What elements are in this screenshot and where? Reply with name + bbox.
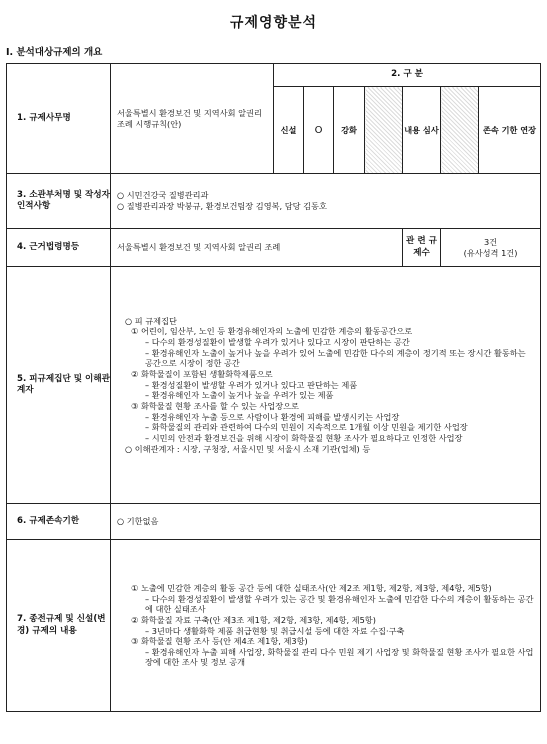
content-line: ③ 화학물질 현황 조사 등(안 제4조 제1항, 제3항) — [131, 636, 308, 647]
content-line: ③ 화학물질 현황 조사를 할 수 있는 사업장으로 — [131, 400, 299, 411]
related-regulation-label: 관 련 규제수 — [403, 229, 441, 267]
content-line: ① 노출에 민감한 계층의 활동 공간 등에 대한 실태조사(안 제2조 제1항, 제2항, 제3항, 제4항, 제5항) — [131, 582, 492, 593]
category-content-review-label: 내용 심사 — [403, 87, 441, 174]
category-new-label: 신설 — [274, 87, 304, 174]
content-line: – 3년마다 생활화학 제품 취급현황 및 취급시설 등에 대한 자료 수집·구축 — [145, 625, 405, 636]
category-strengthen-hatch — [365, 87, 403, 174]
category-strengthen-label: 강화 — [334, 87, 365, 174]
content-line: – 환경유해인자 누출 피해 사업장, 화학물질 관리 다수 민원 제기 사업장 및 화학물질 현황 조사가 필요한 사업장에 대한 조사 및 정보 공개 — [145, 646, 534, 668]
regulation-name-value: 서울특별시 환경보건 및 지역사회 알권리 조례 시행규칙(안) — [111, 64, 274, 174]
category-header: 2. 구 분 — [274, 64, 541, 87]
regulation-period-value: ○ 기한없음 — [111, 504, 541, 540]
regulation-overview-table — [6, 63, 541, 712]
label-regulation-content: 7. 종전규제 및 신설(변경) 규제의 내용 — [7, 540, 111, 712]
regulated-group-content — [111, 267, 541, 504]
legal-basis-value: 서울특별시 환경보건 및 지역사회 알권리 조례 — [111, 229, 403, 267]
department-info — [111, 174, 541, 229]
content-line: ① 어린이, 임산부, 노인 등 환경유해인자의 노출에 민감한 계층의 활동공간으로 — [131, 326, 413, 337]
related-regulation-count — [441, 229, 541, 267]
content-line: – 시민의 안전과 환경보건을 위해 시장이 화학물질 현황 조사가 필요하다고 인정한 사업장 — [145, 432, 463, 443]
department-line: ○ 시민건강국 질병관리과 — [117, 190, 209, 201]
content-line: ② 화학물질이 포함된 생활화학제품으로 — [131, 369, 273, 380]
section-heading: Ⅰ. 분석대상규제의 개요 — [6, 47, 103, 58]
content-line: – 환경유해인자 누출 등으로 사람이나 환경에 피해를 발생시키는 사업장 — [145, 411, 400, 422]
document-title: 규제영향분석 — [229, 15, 318, 31]
content-line: – 화학물질의 관리와 관련하여 다수의 민원이 지속적으로 1개월 이상 민원을 제기한 사업장 — [145, 422, 468, 433]
content-line: ○ 피 규제집단 — [125, 315, 177, 326]
related-detail: (유사성격 1건) — [463, 247, 518, 258]
content-line: – 다수의 환경성질환이 발생할 우려가 있는 공간 및 환경유해인자 노출에 민감한 다수의 계층이 활동하는 공간에 대한 실태조사 — [145, 593, 534, 615]
content-line: ○ 이해관계자 : 시장, 구청장, 서울시민 및 서울시 소재 기관(업체) 등 — [125, 443, 371, 454]
category-extend-label: 존속 기한 연장 — [479, 87, 541, 174]
content-line: – 다수의 환경성질환이 발생할 우려가 있거나 있다고 시장이 판단하는 공간 — [145, 337, 410, 348]
related-count: 3건 — [483, 236, 498, 247]
category-new-mark: O — [304, 87, 334, 174]
content-line: – 환경유해인자 노출이 높거나 높을 우려가 있어 노출에 민감한 다수의 계층이 정기적 또는 장시간 활동하는 공간으로 시장이 정한 공간 — [145, 347, 526, 369]
label-department: 3. 소관부처명 및 작성자 인적사항 — [7, 174, 111, 229]
category-content-review-hatch — [441, 87, 479, 174]
department-line: ○ 질병관리과장 박붕규, 환경보건팀장 김영복, 담당 김동호 — [117, 201, 327, 211]
content-line: ② 화학물질 자료 구축(안 제3조 제1항, 제2항, 제3항, 제4항, 제5항) — [131, 614, 376, 625]
content-line: – 환경유해인자 노출이 높거나 높을 우려가 있는 제품 — [145, 390, 334, 401]
label-regulation-period: 6. 규제존속기한 — [7, 504, 111, 540]
label-regulation-name: 1. 규제사무명 — [7, 64, 111, 174]
regulation-content — [111, 540, 541, 712]
label-regulated-group: 5. 피규제집단 및 이해관계자 — [7, 267, 111, 504]
label-legal-basis: 4. 근거법령명등 — [7, 229, 111, 267]
content-line: – 환경성질환이 발생할 우려가 있거나 있다고 판단하는 제품 — [145, 379, 358, 390]
